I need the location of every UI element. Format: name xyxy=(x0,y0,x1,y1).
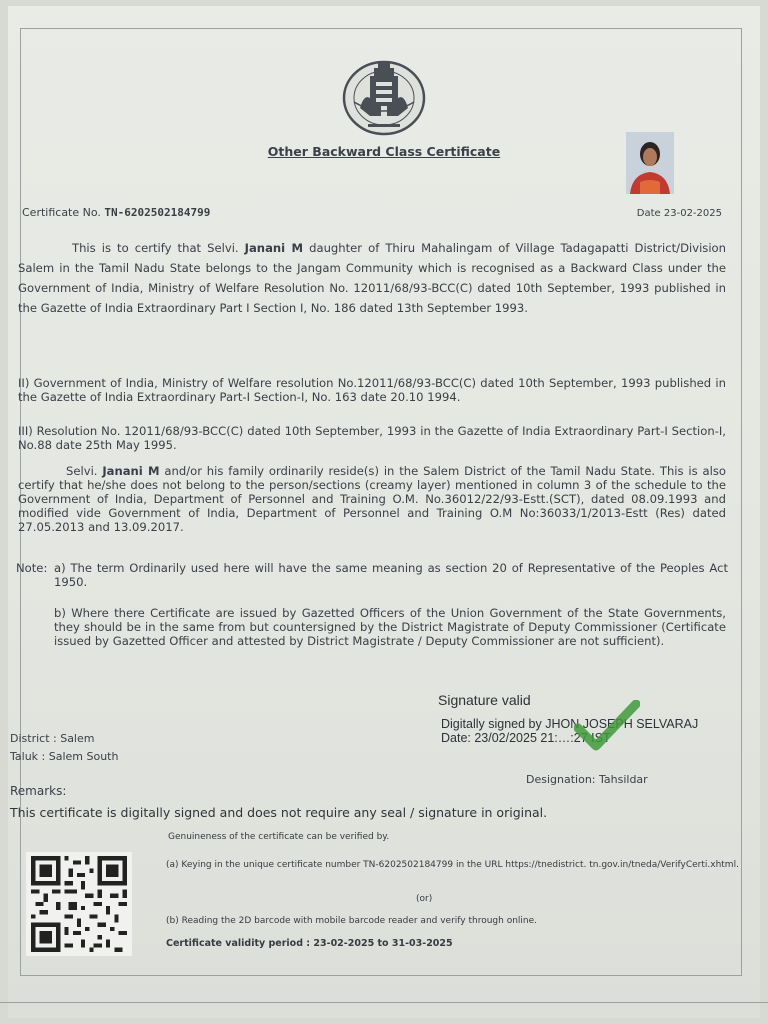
p4-body: and/or his family ordinarily reside(s) in the Salem District of the Tamil Nadu State. This is also certify that he/she does not belong to the person/sections (creamy layer) mentioned in column 3 of the schedule to the Government of India, Department of Personnel and Training O.M. No.36012/22/93-Estt.(SCT), dated 08.09.1993 and modified vide Government of India, Department of Personnel and Training O.M No:36033/1/2013-Estt (Res) dated 27.05.2013 and 13.09.2017. xyxy=(18,464,726,534)
qr-code-icon xyxy=(26,852,132,956)
certificate-date: Date 23-02-2025 xyxy=(636,208,722,219)
tamil-nadu-emblem-icon xyxy=(338,58,430,140)
certificate-number: TN-6202502184799 xyxy=(104,206,211,219)
note-label: Note: xyxy=(16,561,48,575)
signature-valid-check-icon xyxy=(574,700,640,752)
digital-signature-note: This certificate is digitally signed and does not require any seal / signature in original. xyxy=(10,805,548,820)
certificate-number-row xyxy=(22,206,210,219)
or-separator: (or) xyxy=(416,894,433,904)
remarks-label: Remarks: xyxy=(10,784,67,798)
verify-by-number-text: (a) Keying in the unique certificate number TN-6202502184799 in the URL https://tnedistrict. tn.gov.in/tneda/VerifyCerti.xhtml. xyxy=(166,860,739,870)
certificate-number-label: Certificate No. xyxy=(22,206,101,219)
page-edge-line xyxy=(0,1002,768,1003)
certificate-title: Other Backward Class Certificate xyxy=(267,144,501,159)
taluk: Taluk : Salem South xyxy=(10,750,119,763)
signature-signed-by: Digitally signed by JHON JOSEPH SELVARAJ xyxy=(441,717,699,731)
paragraph-resolution-ii: II) Government of India, Ministry of Welfare resolution No.12011/68/93-BCC(C) dated 10th September, 1993 published in the Gazette of India Extraordinary Part-I Section-I, No. 163 date 20.10 1994. xyxy=(18,376,726,404)
paragraph-resolution-iii: III) Resolution No. 12011/68/93-BCC(C) dated 10th September, 1993 in the Gazette of India Extraordinary Part-I Section-I, No.88 date 25th May 1995. xyxy=(18,424,726,452)
p1-intro: This is to certify that Selvi. xyxy=(72,241,245,255)
applicant-name: Janani M xyxy=(244,241,304,255)
p1-body: daughter of Thiru Mahalingam of Village Tadagapatti District/Division Salem in the Tamil Nadu State belongs to the Jangam Community which is recognised as a Backward Class under the Government of India, Ministry of Welfare Resolution No. 12011/68/93-BCC(C) dated 10th September, 1993 published in the Gazette of India Extraordinary Part I Section I, No. 186 dated 13th September 1993. xyxy=(18,241,726,315)
genuineness-text: Genuineness of the certificate can be verified by. xyxy=(168,832,390,842)
verify-by-barcode-text: (b) Reading the 2D barcode with mobile barcode reader and verify through online. xyxy=(166,916,538,926)
note-a xyxy=(16,561,728,589)
paragraph-main xyxy=(18,238,726,318)
applicant-photo xyxy=(626,132,674,194)
paragraph-residence xyxy=(18,464,726,534)
validity-period: Certificate validity period : 23-02-2025 to 31-03-2025 xyxy=(166,938,453,949)
designation: Designation: Tahsildar xyxy=(526,773,648,786)
certificate-page xyxy=(8,6,760,1018)
applicant-name-2: Janani M xyxy=(102,464,160,478)
district: District : Salem xyxy=(10,732,95,745)
signature-date: Date: 23/02/2025 21:…:27 IST xyxy=(441,731,611,745)
p4-intro: Selvi. xyxy=(66,464,103,478)
note-b-text: b) Where there Certificate are issued by Gazetted Officers of the Union Government of the State Governments, they should be in the same from but countersigned by the District Magistrate of Deputy Commissioner (Certificate issued by Gazetted Officer and attested by District Magistrate / Deputy Commissioner are not sufficient). xyxy=(54,606,726,648)
signature-status: Signature valid xyxy=(438,692,531,708)
note-a-text: a) The term Ordinarily used here will have the same meaning as section 20 of Representative of the Peoples Act 1950. xyxy=(54,561,728,589)
